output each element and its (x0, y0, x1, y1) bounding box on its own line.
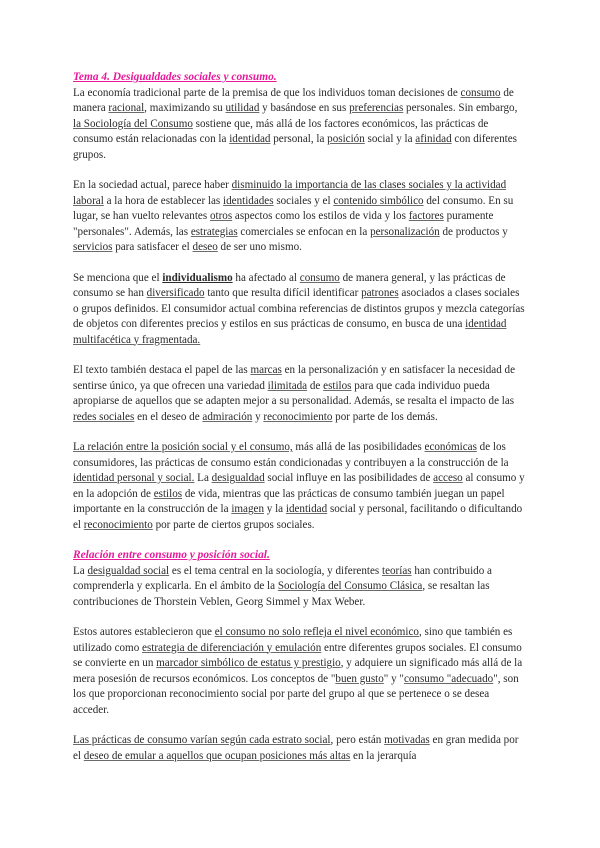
document-page (73, 70, 525, 779)
paragraph (73, 86, 525, 164)
text-run: para que cada individuo pueda apropiarse de aquellos que se adapten mejor a su personalidad. Además, se resalta el impacto de las (73, 379, 515, 407)
text-run: con diferentes grupos. (73, 133, 517, 161)
underlined-term: disminuido la importancia de las clases sociales y la actividad laboral (73, 179, 507, 207)
text-run: social y personal, facilitando o dificultando el (73, 503, 523, 531)
section-1-body (73, 86, 525, 534)
underlined-term: identidad personal y social. (73, 472, 195, 484)
text-run: del consumo. En su lugar, se han vuelto relevantes (73, 194, 514, 222)
underlined-term: Sociología del Consumo Clásica (277, 580, 423, 592)
underlined-term: consumo "adecuado (403, 672, 494, 685)
text-run: ", son los que proporcionan reconocimiento social por parte del grupo al que se pertenece o se desea acceder. (73, 672, 519, 716)
section-heading-tema-4: Tema 4. Desigualdades sociales y consumo. (73, 71, 277, 83)
underlined-term: redes sociales (73, 410, 135, 423)
underlined-term: deseo de emular a aquellos que ocupan posiciones más altas (83, 749, 351, 762)
underlined-term: racional (108, 102, 145, 114)
underlined-term: personalización (370, 225, 440, 238)
underlined-term: diversificado (146, 287, 205, 299)
text-run: de los consumidores, las prácticas de consumo están condicionadas y contribuyen a la construcción de la (73, 441, 509, 469)
text-run: Estos autores establecieron que (73, 626, 215, 638)
text-run: sociales y el (273, 194, 334, 207)
underlined-term: reconocimiento (263, 410, 333, 423)
underlined-term: ilimitada (267, 379, 308, 392)
text-run: , y adquiere un significado más allá de la mera posesión de recursos económicos. Los conceptos de " (73, 657, 523, 685)
text-run: de vida, mientras que las prácticas de consumo también juegan un papel importante en la construcción de la (73, 487, 505, 515)
underlined-term: identidad (229, 133, 271, 145)
underlined-term: posición (327, 133, 365, 145)
text-run: aspectos como los estilos de vida y los (232, 210, 409, 222)
text-run: , maximizando su (144, 102, 226, 114)
text-run: La (194, 472, 212, 484)
underlined-term: estilos (323, 379, 352, 392)
underlined-term: reconocimiento (83, 518, 153, 531)
underlined-term: identidad (285, 503, 328, 515)
text-run: a la hora de establecer las (103, 194, 224, 207)
section-heading-consumo-posicion: Relación entre consumo y posición social. (73, 549, 270, 561)
underlined-term: factores (408, 210, 444, 222)
underlined-term: patrones (361, 287, 399, 299)
underlined-term: acceso (433, 472, 463, 484)
paragraph (73, 363, 525, 425)
text-run: social influye en las posibilidades de (264, 472, 434, 484)
underlined-term: consumo (299, 271, 340, 284)
underlined-term: identidad multifacética y fragmentada. (73, 318, 507, 346)
underlined-term: estrategia de diferenciación y emulación (142, 641, 322, 654)
underlined-term: afinidad (415, 133, 452, 145)
underlined-term: motivadas (384, 734, 430, 746)
text-run: de (307, 379, 324, 392)
text-run: tanto que resulta difícil identificar (204, 287, 362, 299)
text-run: , sino que también es utilizado como (73, 626, 513, 654)
text-run: La (73, 564, 88, 577)
text-run: y basándose en sus (259, 102, 350, 114)
underlined-term: identidades (223, 194, 274, 207)
bold-underlined-term: individualismo (162, 271, 233, 284)
underlined-term: La relación entre la posición social y el consumo, (73, 441, 293, 453)
underlined-term: el consumo no solo refleja el nivel económico (214, 626, 419, 638)
text-run: comerciales se enfocan en la (237, 225, 371, 238)
underlined-term: estrategias (190, 225, 238, 238)
text-run: de ser uno mismo. (217, 241, 302, 253)
underlined-term: marcador simbólico de estatus y prestigio (156, 657, 341, 669)
paragraph (73, 625, 525, 718)
text-run: en la personalización y en satisfacer la necesidad de sentirse único, ya que ofrecen una variedad (73, 364, 516, 392)
underlined-term: desigualdad (211, 472, 265, 484)
text-run: La economía tradicional parte de la premisa de que los individuos toman decisiones de (73, 86, 461, 99)
paragraph (73, 178, 525, 256)
underlined-term: consumo (460, 86, 501, 99)
text-run: , pero están (330, 734, 385, 746)
text-run: , se resaltan las contribuciones de Thorstein Veblen, Georg Simmel y Max Weber. (73, 580, 490, 608)
underlined-term: preferencias (349, 102, 404, 114)
text-run: puramente "personales". Además, las (73, 210, 494, 238)
text-run: de manera (73, 86, 514, 114)
text-run: por parte de ciertos grupos sociales. (152, 518, 315, 531)
underlined-term: imagen (231, 503, 264, 515)
underlined-term: estilos (153, 487, 183, 500)
text-run: y la (264, 503, 286, 515)
text-run: es el tema central en la sociología, y diferentes (169, 564, 382, 577)
underlined-term: marcas (250, 364, 282, 376)
text-run: más allá de las posibilidades (292, 441, 425, 453)
underlined-term: admiración (202, 410, 253, 423)
underlined-term: Las prácticas de consumo varían según cada estrato social (73, 734, 331, 746)
text-run: por parte de los demás. (332, 410, 438, 423)
text-run: en gran medida por el (73, 734, 519, 762)
text-run: al consumo y en la adopción de (73, 472, 525, 500)
underlined-term: otros (209, 210, 233, 222)
underlined-term: económicas (424, 441, 477, 453)
paragraph (73, 564, 525, 611)
text-run: de manera general, y las prácticas de consumo se han (73, 271, 506, 299)
text-run: Se menciona que el (73, 271, 163, 284)
text-run: para satisfacer el (112, 241, 193, 253)
text-run: " y " (383, 672, 404, 685)
underlined-term: utilidad (225, 102, 260, 114)
text-run: personales. Sin embargo, (403, 102, 518, 114)
text-run: han contribuido a comprenderla y explicarla. En el ámbito de la (73, 564, 492, 592)
underlined-term: deseo (192, 241, 218, 253)
text-run: personal, la (270, 133, 328, 145)
text-run: En la sociedad actual, parece haber (73, 179, 232, 191)
text-run: en la jerarquía (350, 749, 417, 762)
text-run: El texto también destaca el papel de las (73, 364, 251, 376)
underlined-term: la Sociología del Consumo (73, 117, 193, 130)
underlined-term: contenido simbólico (333, 194, 424, 207)
underlined-term: buen gusto (335, 672, 384, 685)
text-run: asociados a clases sociales o grupos definidos. El consumidor actual combina referencias de distintos grupos y mezcla categorías de objetos con diferentes precios y estilos en sus prácticas de consumo, en busca de una (73, 287, 525, 330)
section-2-body (73, 564, 525, 765)
text-run: entre diferentes grupos sociales. El consumo se convierte en un (73, 641, 522, 669)
text-run: de productos y (439, 225, 508, 238)
paragraph (73, 440, 525, 533)
text-run: sostiene que, más allá de los factores económicos, las prácticas de consumo están relacionadas con la (73, 117, 489, 145)
underlined-term: servicios (73, 241, 113, 253)
underlined-term: teorías (381, 564, 412, 577)
paragraph (73, 733, 525, 764)
text-run: social y la (364, 133, 416, 145)
paragraph (73, 271, 525, 349)
text-run: y (252, 410, 264, 423)
underlined-term: desigualdad social (87, 564, 170, 577)
text-run: en el deseo de (134, 410, 203, 423)
text-run: ha afectado al (232, 271, 300, 284)
